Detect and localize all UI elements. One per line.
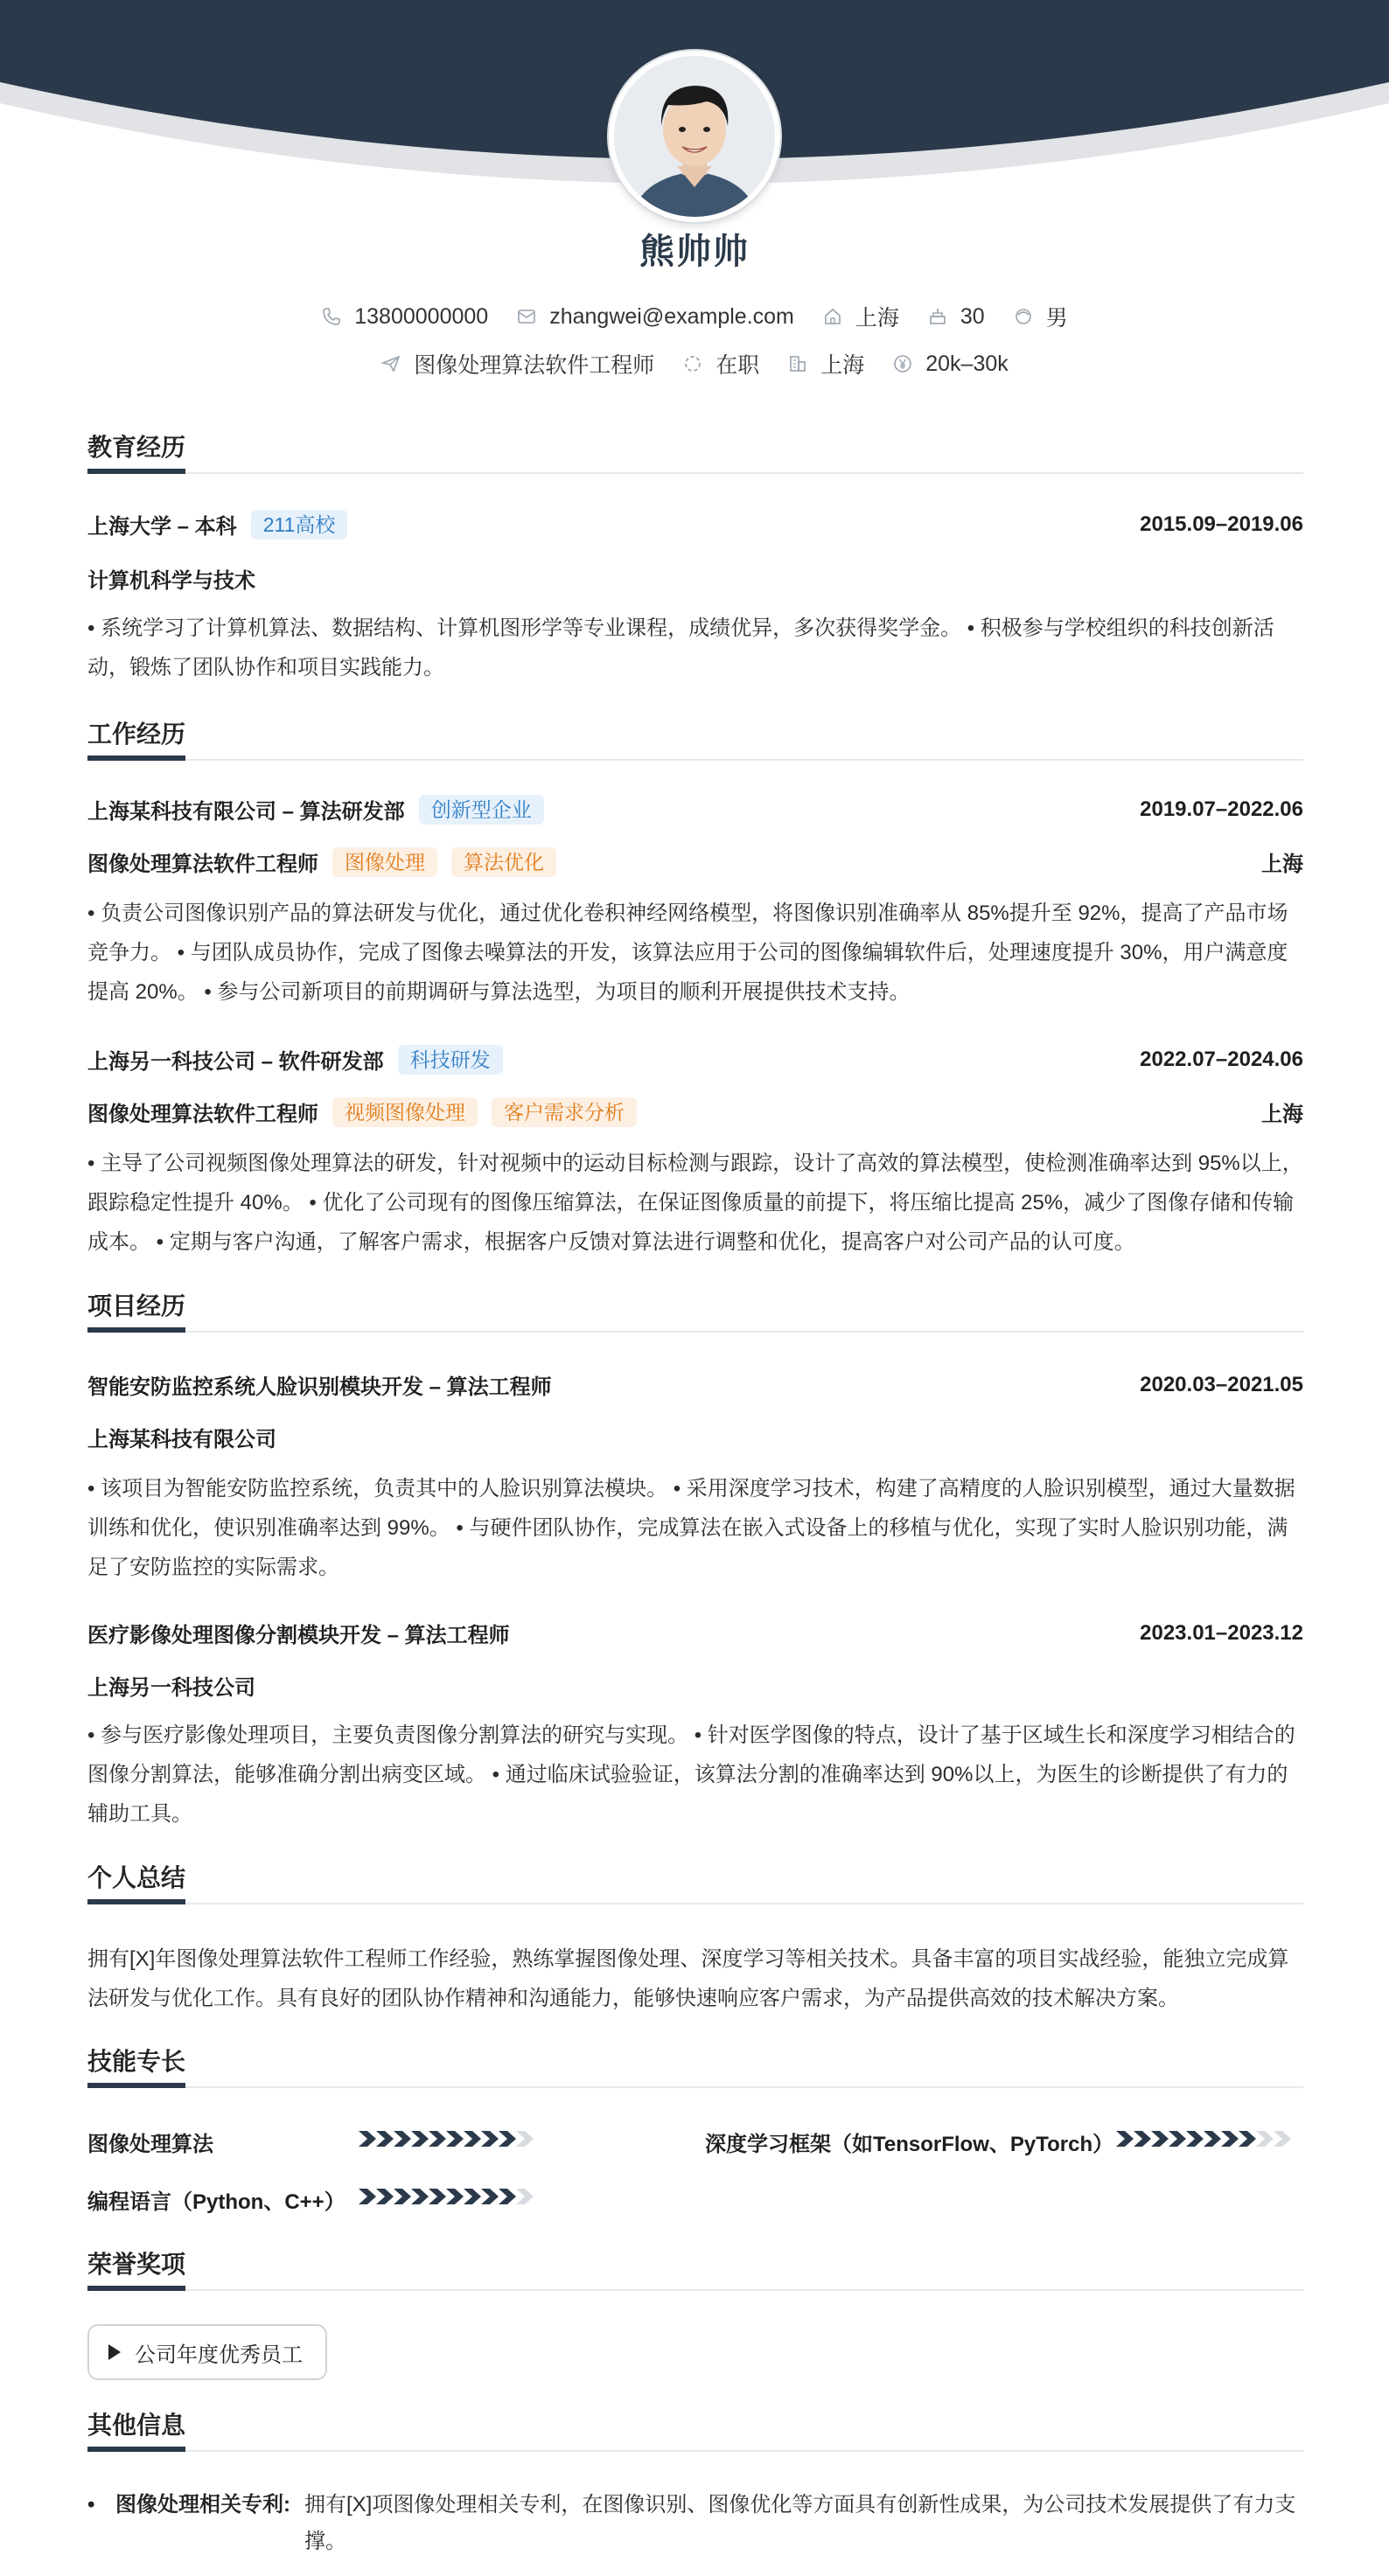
work-location: 上海: [1261, 853, 1303, 876]
candidate-name: 熊帅帅: [639, 233, 750, 271]
city-item: [787, 348, 864, 379]
skill-chevron-filled: [481, 2131, 499, 2147]
skill-level-bar: [359, 2186, 556, 2207]
skill-chevron-filled: [1239, 2131, 1256, 2147]
skill-chevron-filled: [359, 2189, 376, 2204]
work-location: 上海: [1261, 1103, 1303, 1126]
skill-chevron-empty: [1274, 2131, 1291, 2147]
education-header-row: [87, 509, 1303, 540]
cake-icon: [927, 306, 948, 327]
work-title: 图像处理算法软件工程师: [87, 853, 318, 876]
skill-chevron-filled: [464, 2131, 481, 2147]
work-company: 上海另一科技公司 – 软件研发部: [87, 1050, 384, 1074]
paper-plane-icon: [380, 353, 401, 374]
skill-chevron-filled: [411, 2189, 429, 2204]
skill-chevron-filled: [359, 2131, 376, 2147]
work-company-tag: 创新型企业: [419, 795, 544, 825]
work-title-row: [87, 1097, 1303, 1127]
status-icon: [682, 353, 703, 374]
skill-chevron-filled: [446, 2131, 464, 2147]
section-title-other: 其他信息: [87, 2412, 1303, 2452]
work-description: • 负责公司图像识别产品的算法研发与优化，通过优化卷积神经网络模型，将图像识别准确率从 85%提升至 92%，提高了产品市场竞争力。 • 与团队成员协作，完成了图像去噪算法的开发，该算法应用于公司的图像编辑软件后，处理速度提升 30%，用户满意度提高 20%。 • 参与公司新项目的前期调研与算法选型，为项目的顺利开展提供技术支持。: [87, 902, 1288, 1004]
work-company-tag: 科技研发: [398, 1045, 503, 1075]
work-skill-tag: 客户需求分析: [492, 1097, 637, 1127]
job-info-row: [0, 348, 1389, 379]
section-title-education: 教育经历: [87, 434, 1303, 474]
gender-icon: [1013, 306, 1034, 327]
project-description: • 该项目为智能安防监控系统，负责其中的人脸识别算法模块。 • 采用深度学习技术，构建了高精度的人脸识别模型，通过大量数据训练和优化，使识别准确率达到 99%。 • 与硬件团队协作，完成算法在嵌入式设备上的移植与优化，实现了实时人脸识别功能，满足了安防监控的实际需求。: [87, 1477, 1295, 1579]
section-title-summary: 个人总结: [87, 1864, 1303, 1904]
skill-chevron-filled: [481, 2189, 499, 2204]
skill-chevron-filled: [376, 2131, 394, 2147]
work-header-row: [87, 794, 1303, 825]
position-item: [380, 348, 654, 379]
home-icon: [822, 306, 843, 327]
status-text: 在职: [715, 353, 760, 378]
work-skill-tag: 算法优化: [451, 847, 556, 877]
project-period: 2023.01–2023.12: [1140, 1620, 1303, 1645]
building-icon: [787, 353, 808, 374]
skill-chevron-empty: [1256, 2131, 1274, 2147]
skill-name: 图像处理算法: [87, 2133, 213, 2156]
work-title: 图像处理算法软件工程师: [87, 1103, 318, 1126]
skill-chevron-filled: [1151, 2131, 1169, 2147]
education-period: 2015.09–2019.06: [1140, 512, 1303, 536]
skill-chevron-filled: [1169, 2131, 1186, 2147]
skill-chevron-filled: [394, 2131, 411, 2147]
email-text: zhangwei@example.com: [549, 303, 794, 329]
project-company-row: [87, 1670, 1303, 1701]
skill-chevron-filled: [1134, 2131, 1151, 2147]
work-description: • 主导了公司视频图像处理算法的研发，针对视频中的运动目标检测与跟踪，设计了高效的算法模型，使检测准确率达到 95%以上，跟踪稳定性提升 40%。 • 优化了公司现有的图像压缩算法，在保证图像质量的前提下，将压缩比提高 25%，减少了图像存储和传输成本。 • 定期与客户沟通，了解客户需求，根据客户反馈对算法进行调整和优化，提高客户对公司产品的认可度。: [87, 1152, 1303, 1254]
avatar: [609, 51, 780, 222]
yuan-coin-icon: [892, 353, 913, 374]
salary-text: 20k–30k: [925, 351, 1009, 376]
education-school: 上海大学 – 本科: [87, 515, 237, 539]
gender-text: 男: [1045, 306, 1068, 331]
other-info-label: 图像处理相关专利:: [115, 2493, 290, 2517]
section-title-skills: 技能专长: [87, 2048, 1303, 2088]
contact-info-row: [0, 301, 1389, 332]
email-item: [516, 304, 794, 330]
skill-chevron-filled: [464, 2189, 481, 2204]
skill-chevron-filled: [376, 2189, 394, 2204]
education-major-row: [87, 563, 1303, 594]
other-info-text: 拥有[X]项图像处理相关专利，在图像识别、图像优化等方面具有创新性成果，为公司技术发展提供了有力支撑。: [304, 2493, 1296, 2553]
skill-chevron-filled: [1116, 2131, 1134, 2147]
position-text: 图像处理算法软件工程师: [414, 353, 655, 378]
work-company: 上海某科技有限公司 – 算法研发部: [87, 800, 405, 824]
hometown-item: [822, 301, 899, 332]
project-name: 智能安防监控系统人脸识别模块开发 – 算法工程师: [87, 1375, 552, 1399]
age-item: [927, 304, 985, 330]
phone-text: 13800000000: [354, 303, 489, 329]
education-major: 计算机科学与技术: [87, 569, 255, 593]
skill-name: 深度学习框架（如TensorFlow、PyTorch）: [705, 2133, 1114, 2156]
work-period: 2019.07–2022.06: [1140, 797, 1303, 821]
skill-chevron-empty: [516, 2131, 534, 2147]
skill-chevron-filled: [1221, 2131, 1239, 2147]
project-name: 医疗影像处理图像分割模块开发 – 算法工程师: [87, 1624, 510, 1647]
skill-chevron-filled: [499, 2189, 516, 2204]
skill-chevron-empty: [516, 2189, 534, 2204]
award-label: 公司年度优秀员工: [135, 2343, 303, 2367]
salary-item: [892, 352, 1009, 377]
work-header-row: [87, 1044, 1303, 1075]
skill-chevron-filled: [394, 2189, 411, 2204]
project-header-row: [87, 1369, 1303, 1400]
work-title-row: [87, 846, 1303, 877]
skill-name: 编程语言（Python、C++）: [87, 2190, 346, 2214]
work-period: 2022.07–2024.06: [1140, 1047, 1303, 1071]
education-description: • 系统学习了计算机算法、数据结构、计算机图形学等专业课程，成绩优异，多次获得奖学金。 • 积极参与学校组织的科技创新活动，锻炼了团队协作和项目实践能力。: [87, 616, 1274, 679]
award-item: [87, 2324, 327, 2380]
section-title-awards: 荣誉奖项: [87, 2251, 1303, 2291]
section-title-projects: 项目经历: [87, 1292, 1303, 1333]
summary-text: 拥有[X]年图像处理算法软件工程师工作经验，熟练掌握图像处理、深度学习等相关技术。具备丰富的项目实战经验，能独立完成算法研发与优化工作。具有良好的团队协作精神和沟通能力，能够快速响应客户需求，为产品提供高效的技术解决方案。: [87, 1947, 1289, 2010]
skill-chevron-filled: [429, 2131, 446, 2147]
project-company-row: [87, 1422, 1303, 1452]
skill-chevron-filled: [411, 2131, 429, 2147]
mail-icon: [516, 306, 537, 327]
skill-chevron-filled: [499, 2131, 516, 2147]
skill-chevron-filled: [429, 2189, 446, 2204]
skill-chevron-filled: [446, 2189, 464, 2204]
other-info-item: [87, 2487, 1303, 2560]
hometown-text: 上海: [855, 306, 899, 331]
bullet: •: [87, 2493, 95, 2517]
status-item: [682, 348, 759, 379]
phone-icon: [321, 306, 342, 327]
phone-item: [321, 304, 488, 330]
skill-level-bar: [1116, 2128, 1314, 2149]
city-text: 上海: [820, 353, 865, 378]
skill-chevron-filled: [1186, 2131, 1204, 2147]
project-header-row: [87, 1618, 1303, 1648]
project-period: 2020.03–2021.05: [1140, 1372, 1303, 1396]
project-company: 上海另一科技公司: [87, 1676, 255, 1700]
play-triangle-icon: [108, 2344, 121, 2360]
project-company: 上海某科技有限公司: [87, 1428, 276, 1452]
work-skill-tag: 视频图像处理: [332, 1097, 478, 1127]
section-title-work: 工作经历: [87, 721, 1303, 761]
work-skill-tag: 图像处理: [332, 847, 437, 877]
skill-level-bar: [359, 2128, 556, 2149]
skill-chevron-filled: [1204, 2131, 1221, 2147]
project-description: • 参与医疗影像处理项目，主要负责图像分割算法的研究与实现。 • 针对医学图像的特点，设计了基于区域生长和深度学习相结合的图像分割算法，能够准确分割出病变区域。 • 通过临床试验验证，该算法分割的准确率达到 90%以上，为医生的诊断提供了有力的辅助工具。: [87, 1723, 1295, 1826]
age-text: 30: [960, 303, 985, 329]
gender-item: [1013, 301, 1068, 332]
education-tag: 211高校: [251, 510, 348, 540]
